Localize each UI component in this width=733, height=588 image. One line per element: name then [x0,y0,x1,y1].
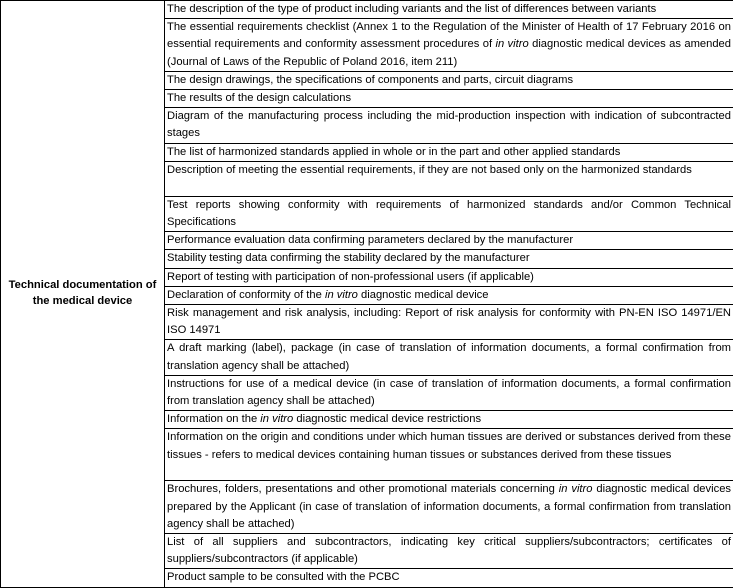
item-text: Report of testing with participation of non-professional users (if applicable) [167,271,534,283]
item-text: Description of meeting the essential requirements, if they are not based only on the harmonized standards [167,164,692,176]
document-item-cell [165,375,733,410]
document-item-cell [165,250,733,268]
item-text: Product sample to be consulted with the PCBC [167,571,400,583]
item-text: The description of the type of product including variants and the list of differences between variants [167,3,656,15]
item-text: The design drawings, the specifications of components and parts, circuit diagrams [167,74,573,86]
document-item-cell [165,411,733,429]
document-item-cell [165,569,733,587]
item-text: diagnostic medical device restrictions [293,413,481,425]
document-item-cell [165,196,733,231]
table-body [1,1,733,588]
item-text: List of all suppliers and subcontractors, indicating key critical suppliers/subcontractors; certificates of suppliers/subcontractors (if applicable) [167,536,731,565]
item-text: Diagram of the manufacturing process including the mid-production inspection with indication of subcontracted stages [167,110,731,139]
document-item-cell [165,1,733,19]
item-text: Risk management and risk analysis, including: Report of risk analysis for conformity with PN-EN ISO 14971/EN ISO 14971 [167,307,731,336]
item-text: The essential requirements checklist (Annex 1 to the Regulation of the Minister of Health of 17 February 2016 on essential requirements and conformity assessment procedures of [167,21,731,50]
item-text-italic: in vitro [260,413,293,425]
item-text: Performance evaluation data confirming parameters declared by the manufacturer [167,234,573,246]
document-item-cell [165,268,733,286]
table-row [1,1,733,19]
item-text-italic: in vitro [495,38,528,50]
item-text: Information on the origin and conditions under which human tissues are derived or substances derived from these tissues - refers to medical devices containing human tissues or substances derived from these tissues [167,431,731,460]
item-text-italic: in vitro [325,289,358,301]
document-item-cell [165,340,733,375]
document-item-cell [165,534,733,569]
item-text: The results of the design calculations [167,92,351,104]
document-item-cell [165,71,733,89]
item-text: Information on the [167,413,260,425]
document-item-cell [165,429,733,481]
document-item-cell [165,286,733,304]
document-item-cell [165,481,733,534]
section-heading-line1: Technical documentation of [9,279,157,291]
item-text: Brochures, folders, presentations and other promotional materials concerning [167,483,559,495]
document-item-cell [165,19,733,72]
item-text: Test reports showing conformity with requirements of harmonized standards and/or Common Technical Specifications [167,199,731,228]
item-text: A draft marking (label), package (in case of translation of information documents, a formal confirmation from translation agency shall be attached) [167,342,731,371]
document-item-cell [165,90,733,108]
item-text: diagnostic medical device [358,289,489,301]
document-item-cell [165,305,733,340]
document-item-cell [165,161,733,196]
item-text: diagnostic medical devices as amended (Journal of Laws of the Republic of Poland 2016, item 211) [167,38,731,67]
document-item-cell [165,232,733,250]
document-item-cell [165,108,733,143]
item-text-italic: in vitro [559,483,593,495]
item-text: The list of harmonized standards applied in whole or in the part and other applied standards [167,146,620,158]
item-text: diagnostic medical devices prepared by the Applicant (in case of translation of information documents, a formal confirmation from translation agency shall be attached) [167,483,731,529]
section-heading-line2: the medical device [33,295,133,307]
item-text: Stability testing data confirming the stability declared by the manufacturer [167,252,530,264]
item-text: Instructions for use of a medical device (in case of translation of information documents, a formal confirmation from translation agency shall be attached) [167,378,731,407]
document-item-cell [165,143,733,161]
section-heading [1,1,165,588]
item-text: Declaration of conformity of the [167,289,325,301]
